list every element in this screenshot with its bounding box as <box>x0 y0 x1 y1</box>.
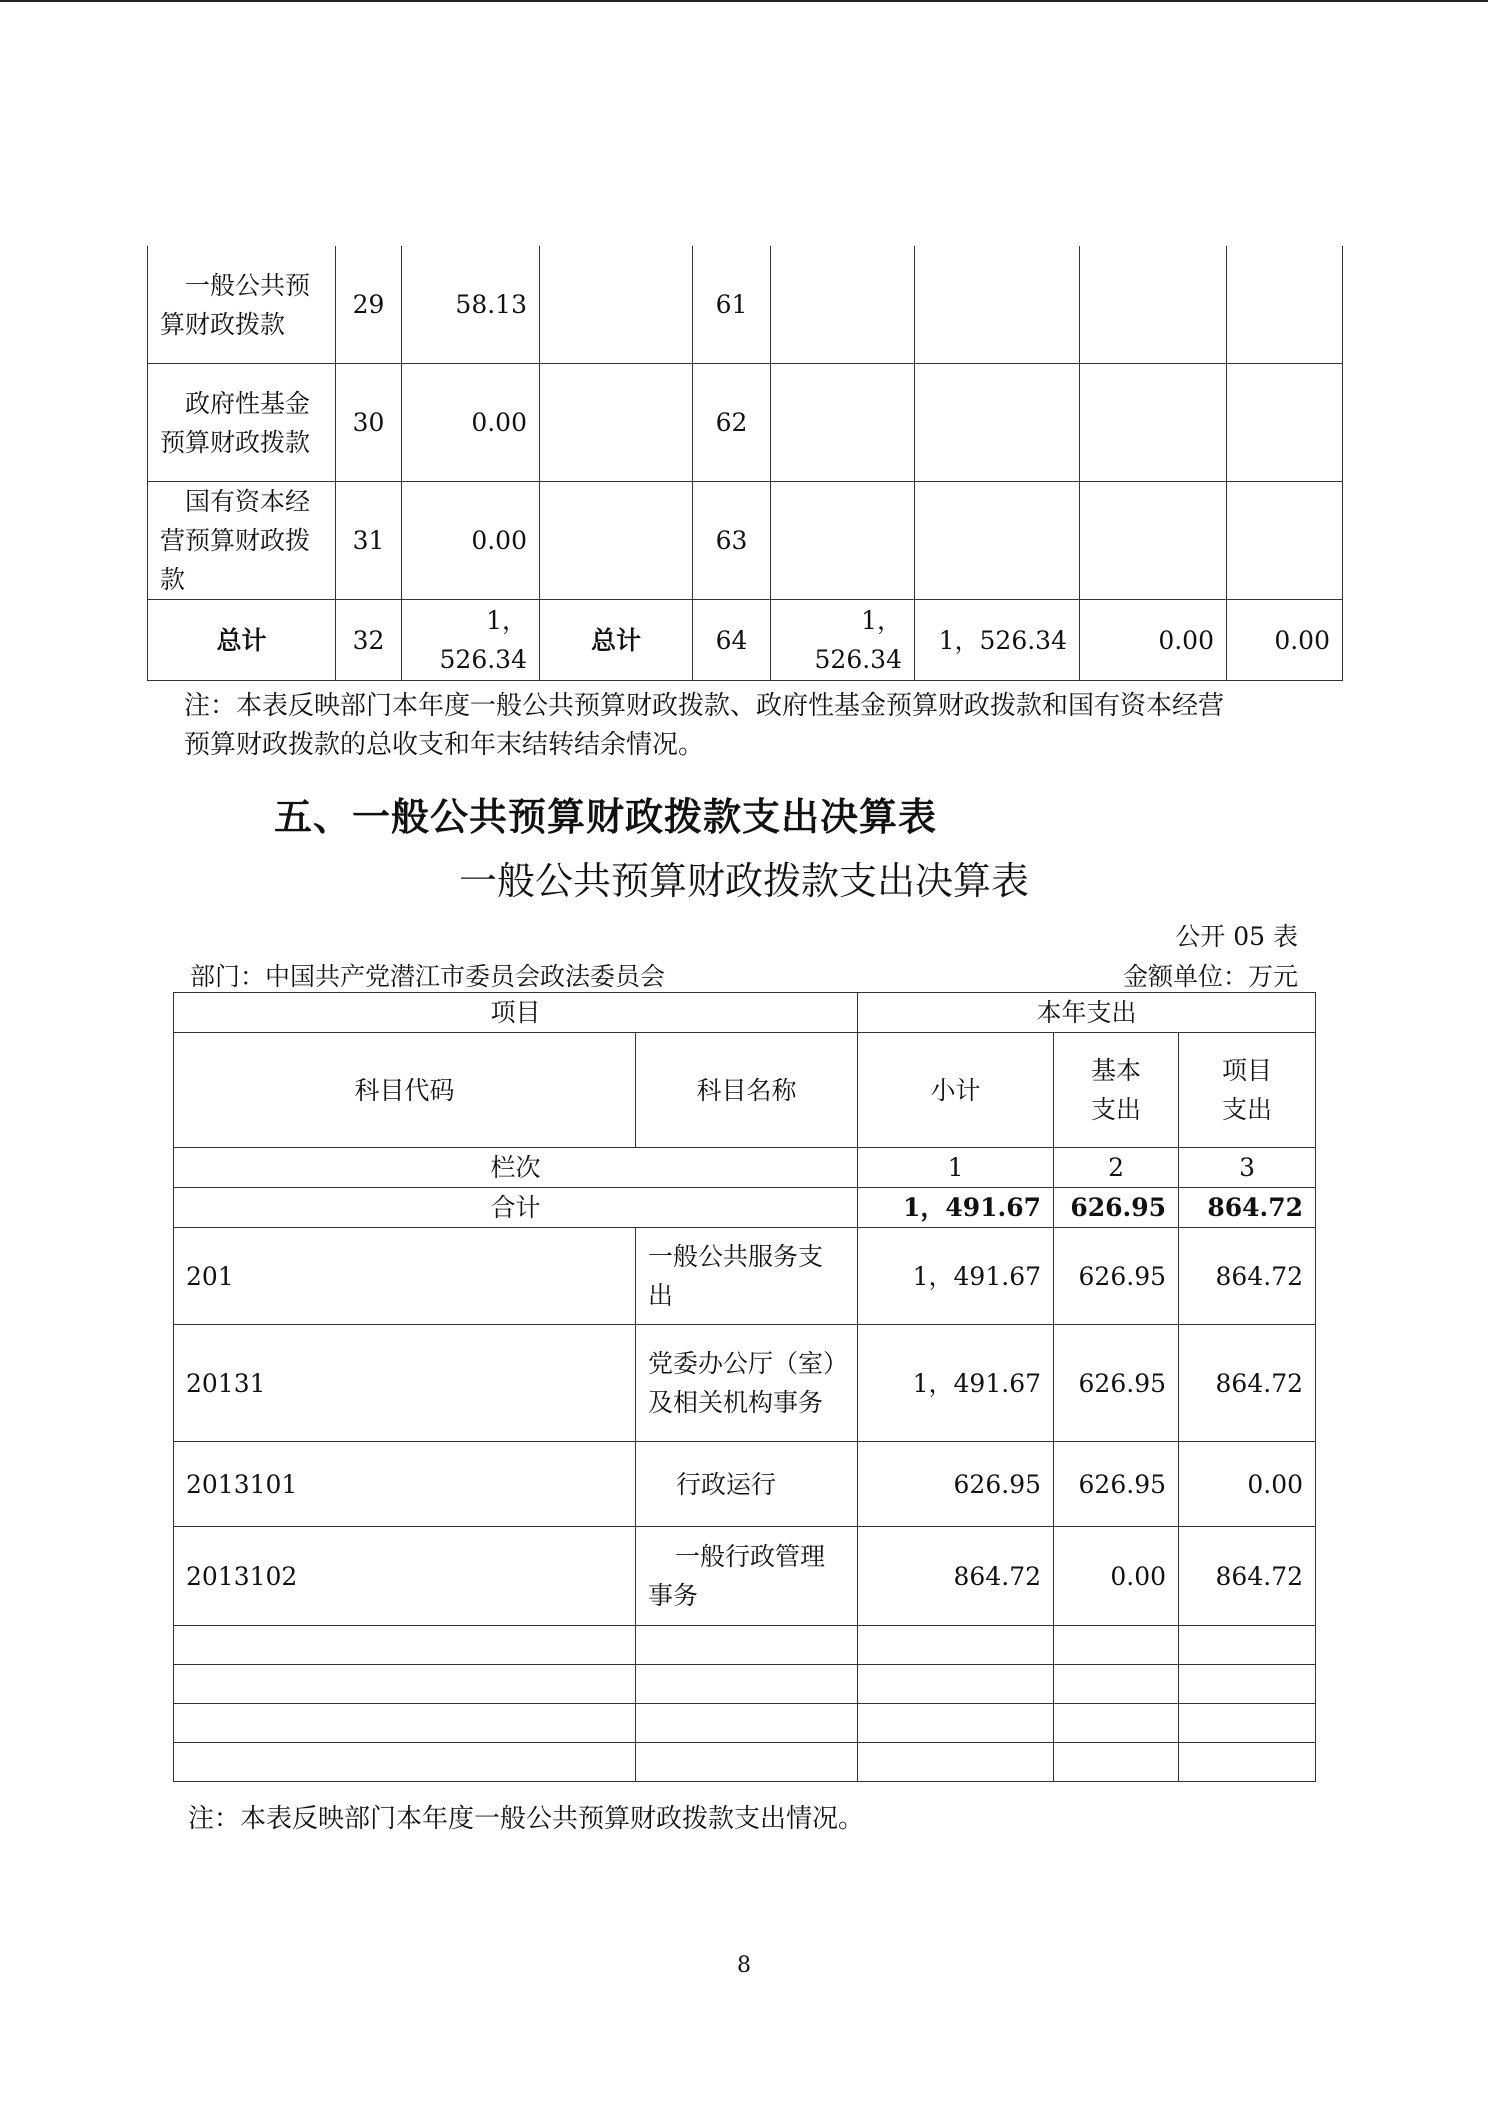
project-exp-header: 项目支出 <box>1179 1033 1316 1148</box>
line-number: 64 <box>693 600 771 681</box>
table-row <box>174 1325 1316 1442</box>
total-label: 合计 <box>174 1188 858 1228</box>
line-number: 30 <box>336 364 402 482</box>
table-row <box>148 482 1343 600</box>
page-top-border <box>0 0 1488 2</box>
project-header: 项目 <box>174 993 858 1033</box>
subject-name: 一般公共服务支出 <box>636 1228 858 1325</box>
fiscal-appropriation-summary-table <box>147 246 1343 681</box>
total-row <box>174 1188 1316 1228</box>
table-row <box>174 1527 1316 1626</box>
total-amount: 1，526.34 <box>915 600 1080 681</box>
basic-header: 基本支出 <box>1054 1033 1179 1148</box>
total-amount: 0.00 <box>1227 600 1343 681</box>
empty-cell <box>540 482 693 600</box>
line-number: 62 <box>693 364 771 482</box>
basic-cell: 626.95 <box>1054 1442 1179 1527</box>
column-label: 栏次 <box>174 1148 858 1188</box>
expenditure-table <box>173 992 1316 1782</box>
amount-cell: 0.00 <box>402 364 540 482</box>
row-label: 一般公共预算财政拨款 <box>148 246 336 364</box>
project-cell: 0.00 <box>1179 1442 1316 1527</box>
line-number: 61 <box>693 246 771 364</box>
subject-code: 2013101 <box>174 1442 636 1527</box>
table-title: 一般公共预算财政拨款支出决算表 <box>458 859 1029 903</box>
table-row <box>148 246 1343 364</box>
column-number: 3 <box>1179 1148 1316 1188</box>
header-row <box>174 1033 1316 1148</box>
column-number: 1 <box>858 1148 1054 1188</box>
empty-cell <box>540 246 693 364</box>
amount-cell: 0.00 <box>402 482 540 600</box>
table-row <box>148 364 1343 482</box>
empty-row <box>174 1743 1316 1782</box>
line-number: 29 <box>336 246 402 364</box>
column-index-row <box>174 1148 1316 1188</box>
basic-cell: 626.95 <box>1054 1228 1179 1325</box>
line-number: 31 <box>336 482 402 600</box>
page-number: 8 <box>737 1953 751 1978</box>
amount-cell: 58.13 <box>402 246 540 364</box>
section-heading: 五、一般公共预算财政拨款支出决算表 <box>274 795 938 839</box>
form-number: 公开 05 表 <box>1175 922 1298 951</box>
code-header: 科目代码 <box>174 1033 636 1148</box>
line-number: 32 <box>336 600 402 681</box>
table-row <box>174 1228 1316 1325</box>
total-label: 总计 <box>540 600 693 681</box>
unit-label: 金额单位：万元 <box>1122 962 1298 991</box>
row-label: 政府性基金预算财政拨款 <box>148 364 336 482</box>
line-number: 63 <box>693 482 771 600</box>
subtotal-cell: 626.95 <box>858 1442 1054 1527</box>
basic-cell: 0.00 <box>1054 1527 1179 1626</box>
total-amount: 1，526.34 <box>402 600 540 681</box>
header-row <box>174 993 1316 1033</box>
subject-code: 201 <box>174 1228 636 1325</box>
subject-code: 2013102 <box>174 1527 636 1626</box>
subject-name: 一般行政管理事务 <box>636 1527 858 1626</box>
empty-cell <box>915 246 1080 364</box>
column-number: 2 <box>1054 1148 1179 1188</box>
department-label: 部门：中国共产党潜江市委员会政法委员会 <box>190 962 666 991</box>
project-cell: 864.72 <box>1179 1527 1316 1626</box>
subtotal-cell: 864.72 <box>858 1527 1054 1626</box>
table-note: 注：本表反映部门本年度一般公共预算财政拨款支出情况。 <box>188 1804 865 1834</box>
total-amount: 0.00 <box>1080 600 1227 681</box>
subtotal-header: 小计 <box>858 1033 1054 1148</box>
empty-cell <box>1227 364 1343 482</box>
basic-cell: 626.95 <box>1054 1325 1179 1442</box>
table-row <box>174 1442 1316 1527</box>
name-header: 科目名称 <box>636 1033 858 1148</box>
subject-name: 党委办公厅（室）及相关机构事务 <box>636 1325 858 1442</box>
subtotal-cell: 1，491.67 <box>858 1228 1054 1325</box>
subtotal-cell: 1，491.67 <box>858 1325 1054 1442</box>
total-project: 864.72 <box>1179 1188 1316 1228</box>
empty-row <box>174 1704 1316 1743</box>
subject-code: 20131 <box>174 1325 636 1442</box>
project-cell: 864.72 <box>1179 1325 1316 1442</box>
empty-cell <box>915 482 1080 600</box>
total-basic: 626.95 <box>1054 1188 1179 1228</box>
total-row <box>148 600 1343 681</box>
empty-cell <box>771 364 915 482</box>
empty-cell <box>771 482 915 600</box>
project-cell: 864.72 <box>1179 1228 1316 1325</box>
empty-cell <box>1227 246 1343 364</box>
empty-cell <box>1080 482 1227 600</box>
empty-cell <box>915 364 1080 482</box>
empty-cell <box>540 364 693 482</box>
total-label: 总计 <box>148 600 336 681</box>
empty-row <box>174 1626 1316 1665</box>
total-amount: 1，526.34 <box>771 600 915 681</box>
empty-row <box>174 1665 1316 1704</box>
empty-cell <box>771 246 915 364</box>
empty-cell <box>1227 482 1343 600</box>
empty-cell <box>1080 364 1227 482</box>
current-year-header: 本年支出 <box>858 993 1316 1033</box>
subject-name: 行政运行 <box>636 1442 858 1527</box>
row-label: 国有资本经营预算财政拨款 <box>148 482 336 600</box>
table-note: 注：本表反映部门本年度一般公共预算财政拨款、政府性基金预算财政拨款和国有资本经营预算财政拨款的总收支和年末结转结余情况。 <box>184 691 1225 760</box>
empty-cell <box>1080 246 1227 364</box>
total-subtotal: 1，491.67 <box>858 1188 1054 1228</box>
